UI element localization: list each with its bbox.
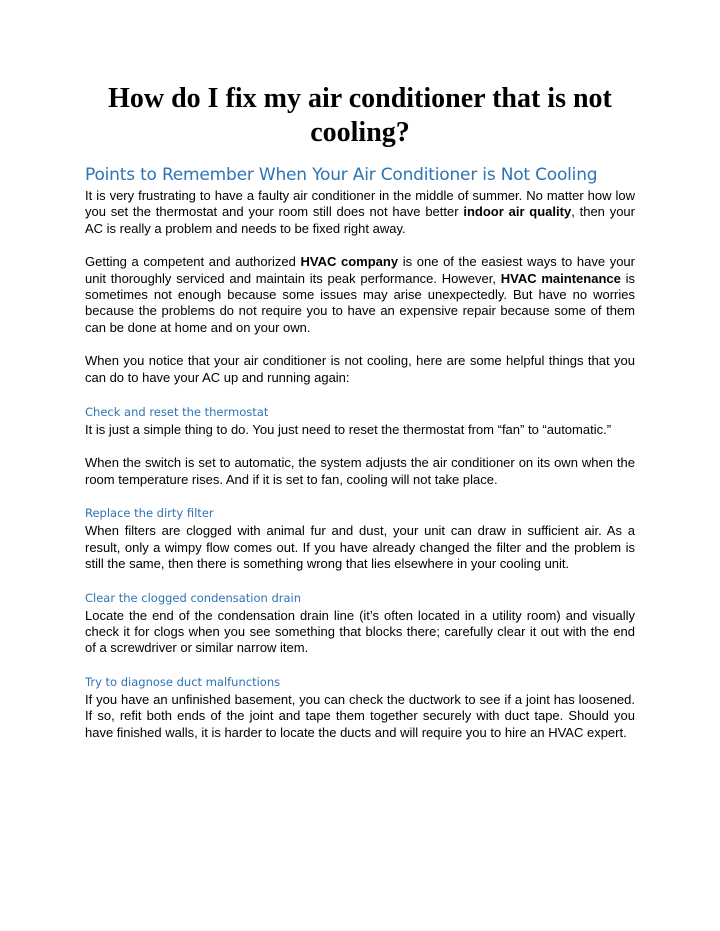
tip-text-filter: When filters are clogged with animal fur and dust, your unit can draw in sufficient air. As a result, only a wimpy flow comes out. If you have already changed the filter and the problem is still the same, then there is something wrong that lies elsewhere in your cooling unit. (85, 523, 635, 572)
intro-paragraph-1: It is very frustrating to have a faulty air conditioner in the middle of summer. No matter how low you set the thermostat and your room still does not have better indoor air quality, then your AC is really a problem and needs to be fixed right away. (85, 188, 635, 236)
tip-heading-filter: Replace the dirty filter (85, 506, 214, 521)
intro-paragraph-2: Getting a competent and authorized HVAC company is one of the easiest ways to have your unit thoroughly serviced and maintain its peak performance. However, HVAC maintenance is sometimes not enough because some issues may arise unexpectedly. But have no worries because the problems do not require you to have an expensive repair because some of them can be done at home and on your own. (85, 254, 635, 335)
tip-text-drain: Locate the end of the condensation drain line (it’s often located in a utility room) and visually check it for clogs when you see something that blocks there; carefully clear it out with the end of a screwdriver or similar narrow item. (85, 607, 635, 656)
tip-heading-ducts: Try to diagnose duct malfunctions (85, 674, 281, 689)
document-title: How do I fix my air conditioner that is not cooling? (108, 83, 612, 148)
bold-term-indoor-air-quality: indoor air quality (463, 204, 572, 220)
tip-text-ducts: If you have an unfinished basement, you can check the ductwork to see if a joint has loosened. If so, refit both ends of the joint and tape them together securely with duct tape. Should you have finished walls, it is harder to locate the ducts and will require you to hire an HVAC expert. (85, 691, 635, 740)
tip-text-thermostat-detail: When the switch is set to automatic, the system adjusts the air conditioner on its own when the room temperature rises. And if it is set to fan, cooling will not take place. (85, 455, 635, 487)
tip-text-thermostat: It is just a simple thing to do. You just need to reset the thermostat from “fan” to “automatic.” (85, 422, 612, 438)
document-page (85, 82, 635, 741)
section-heading: Points to Remember When Your Air Conditioner is Not Cooling (85, 165, 598, 185)
bold-term-hvac-maintenance: HVAC maintenance (500, 270, 621, 286)
intro-paragraph-3: When you notice that your air conditioner is not cooling, here are some helpful things that you can do to have your AC up and running again: (85, 353, 635, 385)
bold-term-hvac-company: HVAC company (300, 254, 399, 270)
tip-heading-drain: Clear the clogged condensation drain (85, 590, 302, 605)
tip-heading-thermostat: Check and reset the thermostat (85, 405, 269, 420)
